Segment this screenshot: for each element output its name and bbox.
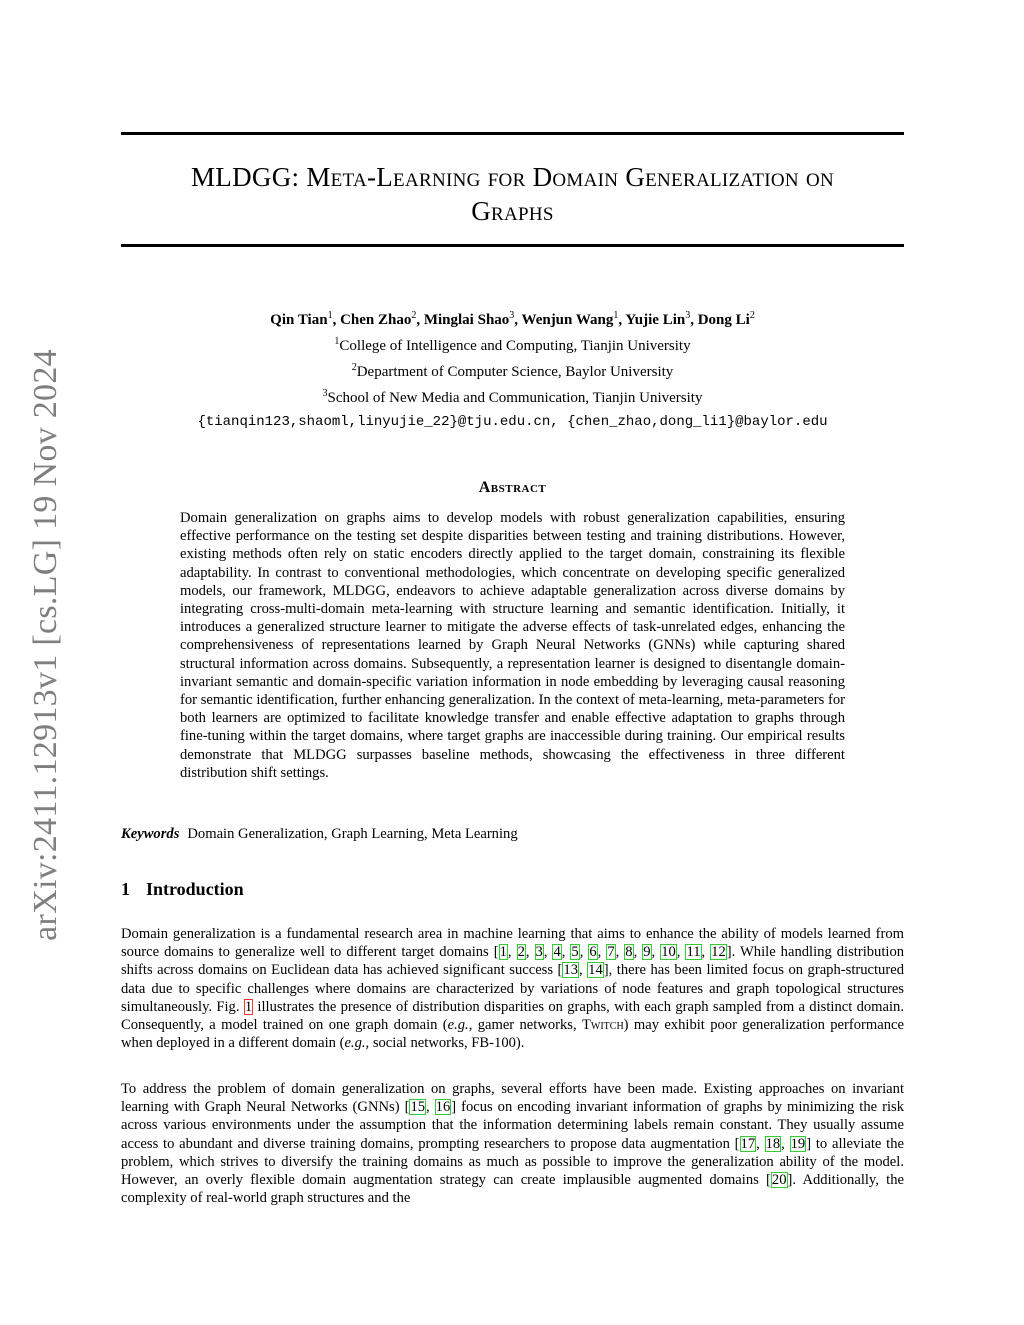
text-run: to alleviate the problem, which strives to diversify the training domains as much as possible to improve the generalization ability of the model. However, an overly flexible domain augmentation strategy can create implausible augmented domains	[121, 1135, 905, 1189]
citation-link[interactable]: 11	[686, 944, 701, 961]
citation-link[interactable]: 8	[625, 944, 633, 961]
citation-group: 1, 2, 3, 4, 5, 6, 7, 8, 9, 10, 11, 12	[499, 944, 726, 961]
affiliation	[121, 383, 904, 409]
affiliation	[121, 331, 904, 357]
citation-link[interactable]: 3	[535, 944, 543, 961]
affiliation-marker: 2	[749, 310, 755, 321]
affiliation-list	[121, 331, 904, 409]
citation-link[interactable]: 6	[589, 944, 597, 961]
author-name: Minglai Shao	[423, 312, 510, 328]
affiliation-marker: 1	[327, 310, 333, 321]
figure-ref-link[interactable]: 1	[244, 998, 253, 1015]
citation-link[interactable]: 15	[410, 1099, 426, 1116]
affiliation-marker: 2	[351, 362, 357, 373]
affiliation-text: Department of Computer Science, Baylor University	[356, 364, 674, 380]
citation-link[interactable]: 13	[563, 962, 579, 979]
affiliation-text: School of New Media and Communication, Tianjin University	[327, 390, 703, 406]
citation-link[interactable]: 14	[588, 962, 603, 979]
section-number: 1	[121, 879, 130, 899]
intro-paragraph-2: To address the problem of domain generalization on graphs, several efforts have been made. Existing approaches on invariant learning with Graph Neural Networks (GNNs) [15, 16] focus on encoding invariant information of graphs by minimizing the risk across various environments under the assumption that the information determining labels remain constant. They usually assume access to abundant and diverse training domains, prompting researchers to propose data augmentation [17, 18, 19] to alleviate the problem, which strives to diversify the training domains as much as possible to improve the generalization ability of the model. However, an overly flexible domain augmentation strategy can create implausible augmented domains [20]. Additionally, the complexity of real-world graph structures and the	[121, 1081, 905, 1207]
citation-link[interactable]: 20	[771, 1172, 787, 1189]
citation-link[interactable]: 16	[435, 1099, 451, 1116]
keywords-line	[121, 826, 518, 843]
paper-title	[121, 160, 904, 228]
author-name: Qin Tian	[270, 312, 328, 328]
top-rule	[121, 132, 904, 135]
text-run: e.g.,	[447, 1017, 473, 1034]
author-name: Yujie Lin	[625, 312, 686, 328]
affiliation-marker: 1	[334, 336, 340, 347]
citation-link[interactable]: 17	[740, 1135, 756, 1152]
text-run: . Additionally, the complexity of real-world graph structures and the	[121, 1172, 904, 1207]
arxiv-id-text: arXiv:2411.12913v1 [cs.LG] 19 Nov 2024	[27, 349, 64, 941]
text-run: ) may exhibit poor generalization performance when deployed in a different domain (	[121, 1017, 904, 1052]
text-run: e.g.,	[344, 1035, 370, 1052]
text-run: social networks, FB-100).	[369, 1035, 525, 1052]
text-run: gamer networks,	[472, 1017, 582, 1034]
affiliation-text: College of Intelligence and Computing, Tianjin University	[339, 338, 691, 354]
text-run: Domain generalization is a fundamental research area in machine learning that aims to enhance the ability of models learned from source domains to generalize well to different target domains	[121, 926, 904, 961]
bottom-rule	[121, 244, 904, 247]
text-run: To address the problem of domain generalization on graphs, several efforts have been made. Existing approaches on invariant learning with Graph Neural Networks (GNNs)	[121, 1081, 904, 1116]
affiliation-marker: 3	[685, 310, 691, 321]
keywords-text: Domain Generalization, Graph Learning, Meta Learning	[187, 826, 518, 842]
keywords-label: Keywords	[121, 826, 180, 842]
text-run: . While handling distribution shifts across domains on Euclidean data has achieved significant success	[121, 944, 905, 979]
abstract-heading: Abstract	[478, 479, 547, 496]
affiliation	[121, 357, 904, 383]
author-name: Wenjun Wang	[521, 312, 614, 328]
title-line-1: MLDGG: Meta-Learning for Domain Generalization on	[191, 162, 834, 192]
citation-link[interactable]: 7	[607, 944, 615, 961]
citation-link[interactable]: 1	[499, 944, 507, 961]
intro-paragraph-1: Domain generalization is a fundamental research area in machine learning that aims to enhance the ability of models learned from source domains to generalize well to different target domains [1, 2, 3, 4, 5, 6, 7, 8, 9, 10, 11, 12]. While handling distribution shifts across domains on Euclidean data has achieved significant success [13, 14], there has been limited focus on graph-structured data due to specific challenges where domains are characterized by variations of node features and graph topological structures simultaneously. Fig. 1 illustrates the presence of distribution disparities on graphs, with each graph sampled from a distinct domain. Consequently, a model trained on one graph domain (e.g., gamer networks, Twitch) may exhibit poor generalization performance when deployed in a different domain (e.g., social networks, FB-100).	[121, 926, 905, 1052]
abstract-text: Domain generalization on graphs aims to develop models with robust generalization capabilities, ensuring effective performance on the testing set despite disparities between testing and training distributions. However, existing methods often rely on static encoders directly applied to the target domain, constraining its flexible adaptability. In contrast to conventional methodologies, which concentrate on developing specific generalized models, our framework, MLDGG, endeavors to achieve adaptable generalization across diverse domains by integrating cross-multi-domain meta-learning with structure learning and semantic identification. Initially, it introduces a generalized structure learner to mitigate the adverse effects of task-unrelated edges, enhancing the comprehensiveness of representations learned by Graph Neural Networks (GNNs) while capturing shared structural information across domains. Subsequently, a representation learner is designed to disentangle domain-invariant semantic and domain-specific variation information in node embedding by leveraging causal reasoning for semantic identification, further enhancing generalization. In the context of meta-learning, meta-parameters for both learners are optimized to facilitate knowledge transfer and enable effective adaptation to graphs through fine-tuning within the target domains, where target graphs are inaccessible during training. Our empirical results demonstrate that MLDGG surpasses baseline methods, showcasing the effectiveness in three different distribution shift settings.	[180, 510, 845, 781]
section-title: Introduction	[146, 879, 244, 899]
citation-group: 13, 14	[563, 962, 603, 979]
title-line-2: Graphs	[471, 196, 554, 226]
affiliation-marker: 3	[509, 310, 515, 321]
citation-group	[771, 1172, 788, 1188]
citation-link[interactable]: 2	[517, 944, 525, 961]
citation-link[interactable]: 9	[643, 944, 651, 961]
arxiv-identifier	[26, 350, 66, 940]
affiliation-marker: 2	[411, 310, 417, 321]
author-names: Qin Tian$^1$, Chen Zhao$^2$, Minglai Shao$^3$, Wenjun Wang$^1$, Yujie Lin$^3$, Dong Li$^2$	[270, 310, 755, 328]
affiliation-marker: 1	[613, 310, 619, 321]
text-run: , there has been limited focus on graph-structured data due to specific challenges where domains are characterized by variations of node features and graph topological structures simultaneously. Fig.	[121, 962, 904, 1015]
citation-link[interactable]: 5	[571, 944, 579, 961]
author-name: Chen Zhao	[340, 312, 412, 328]
citation-link[interactable]: 4	[553, 944, 561, 961]
section-heading	[121, 879, 244, 900]
citation-link[interactable]: 12	[711, 944, 726, 961]
citation-link[interactable]: 19	[790, 1135, 806, 1152]
author-emails: {tianqin123,shaoml,linyujie_22}@tju.edu.cn, {chen_zhao,dong_li1}@baylor.edu	[197, 414, 828, 430]
citation-group: 15, 16	[410, 1099, 451, 1116]
text-run: illustrates the presence of distribution disparities on graphs, with each graph sampled from a distinct domain. Consequently, a model trained on one graph domain (	[121, 998, 905, 1034]
affiliation-marker: 3	[322, 388, 328, 399]
citation-link[interactable]: 18	[765, 1135, 781, 1152]
text-run: Twitch	[581, 1017, 624, 1034]
citation-group: 17, 18, 19	[740, 1135, 806, 1152]
citation-link[interactable]: 10	[661, 944, 676, 961]
text-run: focus on encoding invariant information of graphs by minimizing the risk across various environments under the assumption that the information determining labels remain constant. They usually assume access to abundant and diverse training domains, prompting researchers to propose data augmentation	[121, 1099, 904, 1152]
author-block	[121, 305, 904, 433]
author-name: Dong Li	[697, 312, 750, 328]
